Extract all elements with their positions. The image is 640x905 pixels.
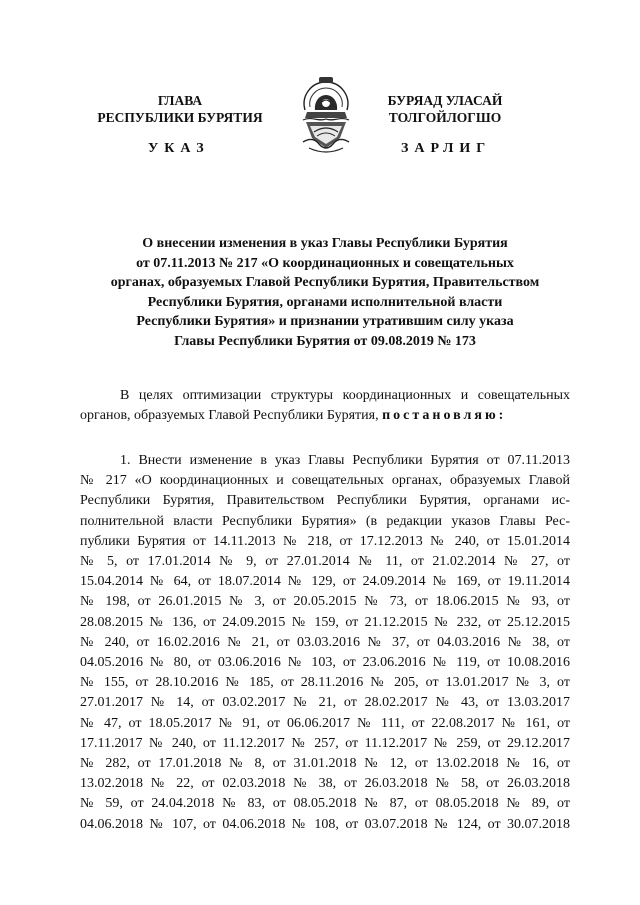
- item-line: 28.08.2015 № 136, от 24.09.2015 № 159, от 21.12.2015 № 232, от 25.12.2015: [80, 614, 570, 630]
- item-line: 27.01.2017 № 14, от 03.02.2017 № 21, от 28.02.2017 № 43, от 13.03.2017: [80, 695, 570, 711]
- item-1: [80, 451, 570, 835]
- header-right: [345, 92, 545, 126]
- header-left: [60, 92, 300, 126]
- title-line: Главы Республики Бурятия от 09.08.2019 № 173: [174, 333, 476, 349]
- title-line: О внесении изменения в указ Главы Республики Бурятия: [142, 236, 508, 251]
- title-line: органах, образуемых Главой Республики Бурятия, Правительством: [110, 275, 540, 290]
- item-line: № 282, от 17.01.2018 № 8, от 31.01.2018 № 12, от 13.02.2018 № 16, от: [80, 756, 570, 772]
- title-line: Республики Бурятия» и признании утратившим силу указа: [136, 314, 514, 329]
- item-line: № 240, от 16.02.2016 № 21, от 03.03.2016 № 37, от 04.03.2016 № 38, от: [80, 634, 570, 650]
- doc-type-right: ЗАРЛИГ: [401, 141, 492, 156]
- resolve-word: постановляю:: [382, 408, 507, 424]
- decree-title: [100, 234, 550, 351]
- preamble-text: органов, образуемых Главой Республики Бурятия,: [80, 408, 379, 424]
- item-line: 04.06.2018 № 107, от 04.06.2018 № 108, от 03.07.2018 № 124, от 30.07.2018: [80, 816, 570, 832]
- preamble-line: [80, 406, 570, 426]
- item-line: 17.11.2017 № 240, от 11.12.2017 № 257, от 11.12.2017 № 259, от 29.12.2017: [80, 735, 570, 751]
- item-line: № 59, от 24.04.2018 № 83, от 08.05.2018 № 87, от 08.05.2018 № 89, от: [80, 796, 570, 812]
- item-line: 15.04.2014 № 64, от 18.07.2014 № 129, от 24.09.2014 № 169, от 19.11.2014: [80, 574, 570, 590]
- title-line: Республики Бурятия, органами исполнительной власти: [147, 294, 503, 310]
- header-left-line2: РЕСПУБЛИКИ БУРЯТИЯ: [97, 110, 263, 125]
- item-line: Республики Бурятия, Правительством Республики Бурятия, органами ис-: [80, 493, 570, 509]
- item-line: 04.05.2016 № 80, от 03.06.2016 № 103, от 23.06.2016 № 119, от 10.08.2016: [80, 655, 570, 671]
- title-line: от 07.11.2013 № 217 «О координационных и совещательных: [136, 255, 514, 271]
- item-line: № 5, от 17.01.2014 № 9, от 27.01.2014 № 11, от 21.02.2014 № 27, от: [80, 554, 570, 570]
- item-line: публики Бурятия от 14.11.2013 № 218, от 17.12.2013 № 240, от 15.01.2014: [80, 533, 570, 549]
- preamble: [80, 386, 570, 426]
- header-left-line1: ГЛАВА: [157, 93, 203, 108]
- item-line: № 217 «О координационных и совещательных органах, образуемых Главой: [80, 473, 570, 489]
- item-line: № 47, от 18.05.2017 № 91, от 06.06.2017 № 111, от 22.08.2017 № 161, от: [80, 715, 570, 731]
- preamble-line: В целях оптимизации структуры координационных и совещательных: [120, 388, 570, 403]
- item-line: № 198, от 26.01.2015 № 3, от 20.05.2015 № 73, от 18.06.2015 № 93, от: [80, 594, 570, 610]
- header-right-line2: ТОЛГОЙЛОГШО: [388, 110, 502, 125]
- item-line: полнительной власти Республики Бурятия» (в редакции указов Главы Рес-: [80, 513, 570, 529]
- item-line: 1. Внести изменение в указ Главы Республики Бурятия от 07.11.2013: [120, 453, 570, 468]
- doc-type-left: УКАЗ: [148, 141, 210, 156]
- item-line: 13.02.2018 № 22, от 02.03.2018 № 38, от 26.03.2018 № 58, от 26.03.2018: [80, 776, 570, 792]
- header-right-line1: БУРЯАД УЛАСАЙ: [387, 93, 503, 108]
- item-line: № 155, от 28.10.2016 № 185, от 28.11.2016 № 205, от 13.01.2017 № 3, от: [80, 675, 570, 691]
